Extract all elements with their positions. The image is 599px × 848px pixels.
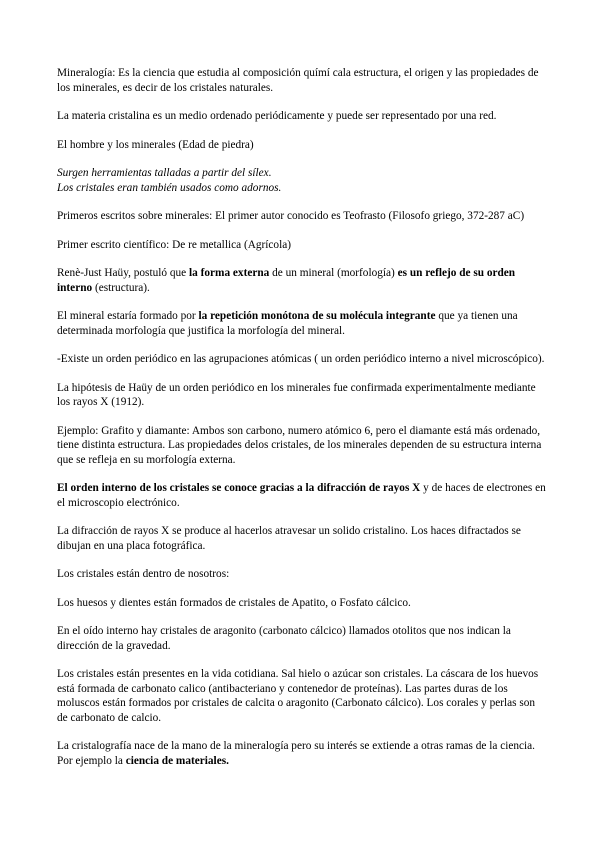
bold-repeticion-monotona: la repetición monótona de su molécula integrante xyxy=(198,310,436,322)
paragraph-grafito-diamante: Ejemplo: Grafito y diamante: Ambos son carbono, numero atómico 6, pero el diamante está más ordenado, tiene distinta estructura. Las propiedades delos cristales, de los minerales dependen de su estructura interna que se refleja en su morfología externa. xyxy=(57,424,542,466)
paragraph-repeticion-monotona xyxy=(57,309,547,338)
paragraph-hauy-forma-externa xyxy=(57,266,547,295)
document-body xyxy=(57,66,547,782)
italic-line-adornos: Los cristales eran también usados como adornos. xyxy=(57,181,282,194)
bold-reflejo-orden-interno: es un reflejo de su orden interno xyxy=(57,267,516,294)
paragraph-cristales-dentro: Los cristales están dentro de nosotros: xyxy=(57,568,230,580)
text-run: Renè-Just Haüy, postuló que xyxy=(57,267,189,279)
text-run: (estructura). xyxy=(92,281,150,294)
italic-line-herramientas: Surgen herramientas talladas a partir del sílex. xyxy=(57,167,272,179)
paragraph-primer-escrito-cientifico: Primer escrito científico: De re metallica (Agrícola) xyxy=(57,238,291,251)
text-run: El mineral estaría formado por xyxy=(57,310,199,322)
text-run: La cristalografía nace de la mano de la mineralogía pero su interés se extiende a otras ramas de la ciencia. Por ejemplo la xyxy=(57,740,536,767)
text-run: y de haces de electrones en el microscopio electrónico. xyxy=(57,482,546,509)
paragraph-oido-interno: En el oído interno hay cristales de aragonito (carbonato cálcico) llamados otolitos que nos indican la dirección de la gravedad. xyxy=(57,625,511,652)
paragraph-orden-periodico: -Existe un orden periódico en las agrupaciones atómicas ( un orden periódico interno a nivel microscópico). xyxy=(57,353,545,365)
paragraph-hipotesis-hauy: La hipótesis de Haüy de un orden periódico en los minerales fue confirmada experimentalmente mediante los rayos X (1912). xyxy=(57,381,536,408)
paragraph-mineralogia-definition: Mineralogía: Es la ciencia que estudia al composición químí cala estructura, el origen y las propiedades de los minerales, es decir de los cristales naturales. xyxy=(57,67,539,94)
bold-forma-externa: la forma externa xyxy=(189,267,270,279)
text-run: de un mineral (morfología) xyxy=(269,267,398,279)
paragraph-huesos-dientes: Los huesos y dientes están formados de cristales de Apatito, o Fosfato cálcico. xyxy=(57,596,411,609)
bold-ciencia-materiales: ciencia de materiales. xyxy=(125,754,229,767)
bold-orden-interno-rayos-x: El orden interno de los cristales se conoce gracias a la difracción de rayos X xyxy=(57,482,421,494)
paragraph-vida-cotidiana: Los cristales están presentes en la vida cotidiana. Sal hielo o azúcar son cristales. La cáscara de los huevos está formada de carbonato calico (antibacteriano y contenedor de proteínas). Las partes duras de los moluscos están formados por cristales de calcita o aragonito (Carbonato cálcico). Los corales y perlas son de carbonato de calcio. xyxy=(57,668,539,724)
text-run: que ya tienen una determinada morfología que justifica la morfología del mineral. xyxy=(57,310,518,337)
paragraph-herramientas-italic xyxy=(57,166,547,195)
paragraph-hombre-minerales: El hombre y los minerales (Edad de piedra) xyxy=(57,138,254,151)
paragraph-materia-cristalina: La materia cristalina es un medio ordenado periódicamente y puede ser representado por una red. xyxy=(57,110,497,122)
paragraph-difraccion-orden-interno xyxy=(57,481,547,510)
paragraph-primeros-escritos: Primeros escritos sobre minerales: El primer autor conocido es Teofrasto (Filosofo griego, 372-287 aC) xyxy=(57,210,525,222)
paragraph-difraccion-rayos-x: La difracción de rayos X se produce al hacerlos atravesar un solido cristalino. Los haces difractados se dibujan en una placa fotográfica. xyxy=(57,525,521,552)
paragraph-cristalografia xyxy=(57,739,547,768)
